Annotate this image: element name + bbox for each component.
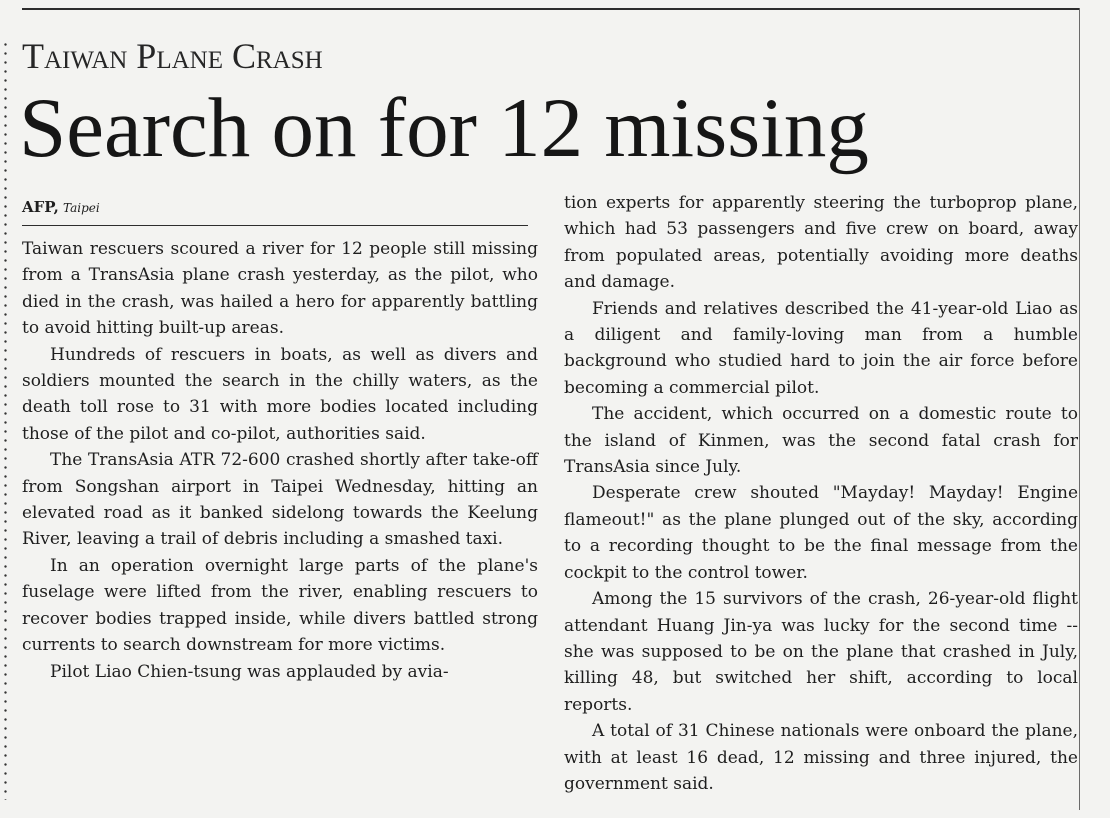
byline-place: Taipei: [63, 201, 100, 215]
section-kicker: Taiwan Plane Crash: [22, 36, 323, 76]
paragraph: tion experts for apparently steering the turboprop plane, which had 53 passengers and five crew on board, away from populated areas, potentially avoiding more deaths and damage.: [564, 193, 1078, 293]
paragraph: In an operation overnight large parts of the plane's fuselage were lifted from the river, enabling rescuers to recover bodies trapped inside, while divers battled strong currents to search downstream for more victims.: [22, 555, 538, 656]
paragraph: Pilot Liao Chien-tsung was applauded by avia-: [50, 661, 449, 682]
right-column-rule: [1079, 8, 1080, 810]
top-rule: [22, 8, 1080, 10]
byline-rule: [22, 225, 528, 226]
article-column-left: [22, 236, 538, 685]
paragraph: Hundreds of rescuers in boats, as well as divers and soldiers mounted the search in the chilly waters, as the death toll rose to 31 with more bodies located including those of the pilot and co-pilot, authorities said.: [22, 344, 538, 444]
paragraph: Friends and relatives described the 41-year-old Liao as a diligent and family-loving man from a humble background who studied hard to join the air force before becoming a commercial pilot.: [564, 298, 1078, 398]
paragraph: Desperate crew shouted "Mayday! Mayday! Engine flameout!" as the plane plunged out of the sky, according to a recording thought to be the final message from the cockpit to the control tower.: [564, 483, 1078, 583]
headline: Search on for 12 missing: [19, 81, 869, 175]
article-column-right: [564, 190, 1078, 797]
dotted-margin-border: [4, 40, 7, 800]
byline: [22, 198, 100, 218]
paragraph: A total of 31 Chinese nationals were onboard the plane, with at least 16 dead, 12 missing and three injured, the government said.: [564, 721, 1078, 794]
byline-agency: AFP,: [22, 198, 59, 216]
paragraph: The accident, which occurred on a domestic route to the island of Kinmen, was the second fatal crash for TransAsia since July.: [564, 404, 1078, 478]
paragraph: Among the 15 survivors of the crash, 26-year-old flight attendant Huang Jin-ya was lucky for the second time -- she was supposed to be on the plane that crashed in July, killing 48, but switched her shift, according to local reports.: [564, 589, 1078, 715]
paragraph: The TransAsia ATR 72-600 crashed shortly after take-off from Songshan airport in Taipei Wednesday, hitting an elevated road as it banked sidelong towards the Keelung River, leaving a trail of debris including a smashed taxi.: [22, 450, 538, 550]
paragraph: Taiwan rescuers scoured a river for 12 people still missing from a TransAsia plane crash yesterday, as the pilot, who died in the crash, was hailed a hero for apparently battling to avoid hitting built-up areas.: [22, 239, 538, 339]
